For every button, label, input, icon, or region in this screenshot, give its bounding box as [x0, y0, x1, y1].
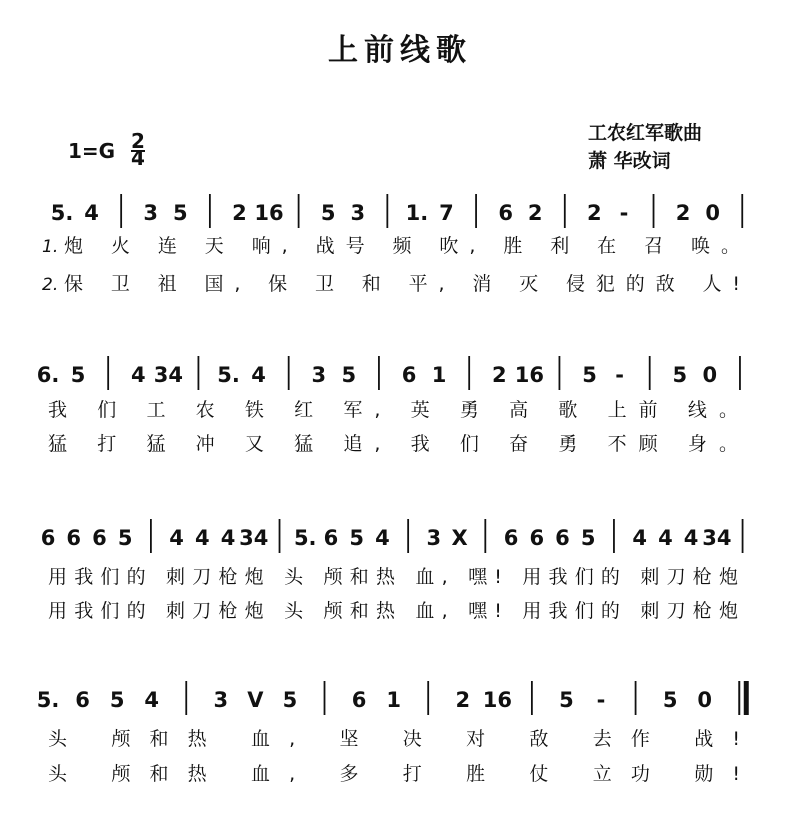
note: 2 — [675, 201, 691, 225]
note: 5 — [172, 201, 188, 225]
note: 0 — [697, 688, 713, 712]
score-system — [37, 356, 740, 455]
note: 4 — [195, 526, 210, 550]
note: V — [247, 688, 264, 712]
credit-line: 萧 华改词 — [588, 150, 671, 172]
note: 1. — [405, 201, 429, 225]
note: 0 — [702, 363, 718, 387]
note: 34 — [702, 526, 732, 550]
note: 4 — [130, 363, 146, 387]
note: 5 — [282, 688, 298, 712]
note: 5. — [217, 363, 240, 387]
note: 16 — [514, 363, 544, 387]
score-system — [37, 681, 747, 785]
lyric-line: 炮 火 连 天 响, 战号 频 吹, 胜 利 在 召 唤。 — [64, 235, 740, 257]
note: 4 — [632, 526, 647, 550]
note: 5. — [50, 201, 74, 225]
note: 6 — [75, 688, 90, 712]
note: 2 — [491, 363, 507, 387]
note: 6 — [40, 526, 56, 550]
note: 3 — [213, 688, 229, 712]
note: 1 — [431, 363, 447, 387]
note: 6 — [529, 526, 545, 550]
note: 16 — [254, 201, 284, 225]
note: 3 — [311, 363, 327, 387]
score-system — [42, 194, 742, 295]
credit-line: 工农红军歌曲 — [588, 122, 703, 144]
note: 3 — [426, 526, 442, 550]
note: 5. — [293, 526, 317, 550]
note: 6 — [555, 526, 570, 550]
note: 6 — [498, 201, 513, 225]
note: 4 — [169, 526, 184, 550]
note: - — [596, 688, 606, 712]
lyric-line: 用我们的 刺刀枪炮 头 颅和热 血, 嘿! 用我们的 刺刀枪炮 — [48, 566, 738, 588]
note: 5 — [580, 526, 596, 550]
note: - — [615, 363, 624, 387]
note: 1 — [386, 688, 401, 712]
lyric-line: 用我们的 刺刀枪炮 头 颅和热 血, 嘿! 用我们的 刺刀枪炮 — [48, 600, 738, 622]
header — [68, 33, 702, 172]
note: 5 — [582, 363, 597, 387]
time-signature-bottom: 4 — [131, 146, 145, 170]
note: 5 — [320, 201, 336, 225]
note: 6 — [66, 526, 82, 550]
note: 6. — [36, 363, 60, 387]
note: 2 — [232, 201, 247, 225]
note: 4 — [220, 526, 236, 550]
note: 34 — [239, 526, 269, 550]
note: 3 — [143, 201, 159, 225]
lyric-line: 头 颅和热 血, 多 打 胜 仗 立功 勋! — [48, 763, 740, 785]
note: 4 — [658, 526, 673, 550]
lyric-line: 头 颅和热 血, 坚 决 对 敌 去作 战! — [48, 728, 740, 750]
note: 2 — [527, 201, 543, 225]
note: 6 — [323, 526, 339, 550]
note: 4 — [84, 201, 99, 225]
note: 5 — [672, 363, 688, 387]
key-signature: 1=G — [68, 139, 116, 163]
note: 5 — [662, 688, 678, 712]
note: 16 — [482, 688, 512, 712]
note: 34 — [153, 363, 183, 387]
note: 5 — [70, 363, 86, 387]
note: 6 — [401, 363, 417, 387]
note: - — [619, 201, 629, 225]
note: 5 — [341, 363, 357, 387]
lyric-line: 猛 打 猛 冲 又 猛 追, 我 们 奋 勇 不顾 身。 — [48, 433, 739, 455]
song-title: 上前线歌 — [328, 33, 472, 68]
note: 5. — [36, 688, 60, 712]
score-system — [41, 519, 743, 622]
note: 7 — [439, 201, 454, 225]
note: 4 — [144, 688, 160, 712]
note: 6 — [351, 688, 367, 712]
verse-number: 1. — [42, 237, 59, 257]
verse-number: 2. — [42, 275, 59, 295]
note: 2 — [455, 688, 471, 712]
note: 5 — [109, 688, 125, 712]
note: 2 — [587, 201, 602, 225]
note: 0 — [705, 201, 720, 225]
score-systems — [37, 194, 747, 785]
note: 4 — [683, 526, 699, 550]
note: 5 — [117, 526, 133, 550]
note: 4 — [375, 526, 390, 550]
note: X — [451, 526, 468, 550]
note: 5 — [349, 526, 365, 550]
note: 3 — [350, 201, 366, 225]
note: 6 — [92, 526, 107, 550]
lyric-line: 保 卫 祖 国, 保 卫 和 平, 消 灭 侵犯的敌 人! — [64, 273, 740, 295]
note: 4 — [251, 363, 266, 387]
note: 6 — [503, 526, 519, 550]
lyric-line: 我 们 工 农 铁 红 军, 英 勇 高 歌 上前 线。 — [48, 399, 739, 421]
note: 5 — [559, 688, 574, 712]
time-signature-top: 2 — [131, 129, 145, 153]
